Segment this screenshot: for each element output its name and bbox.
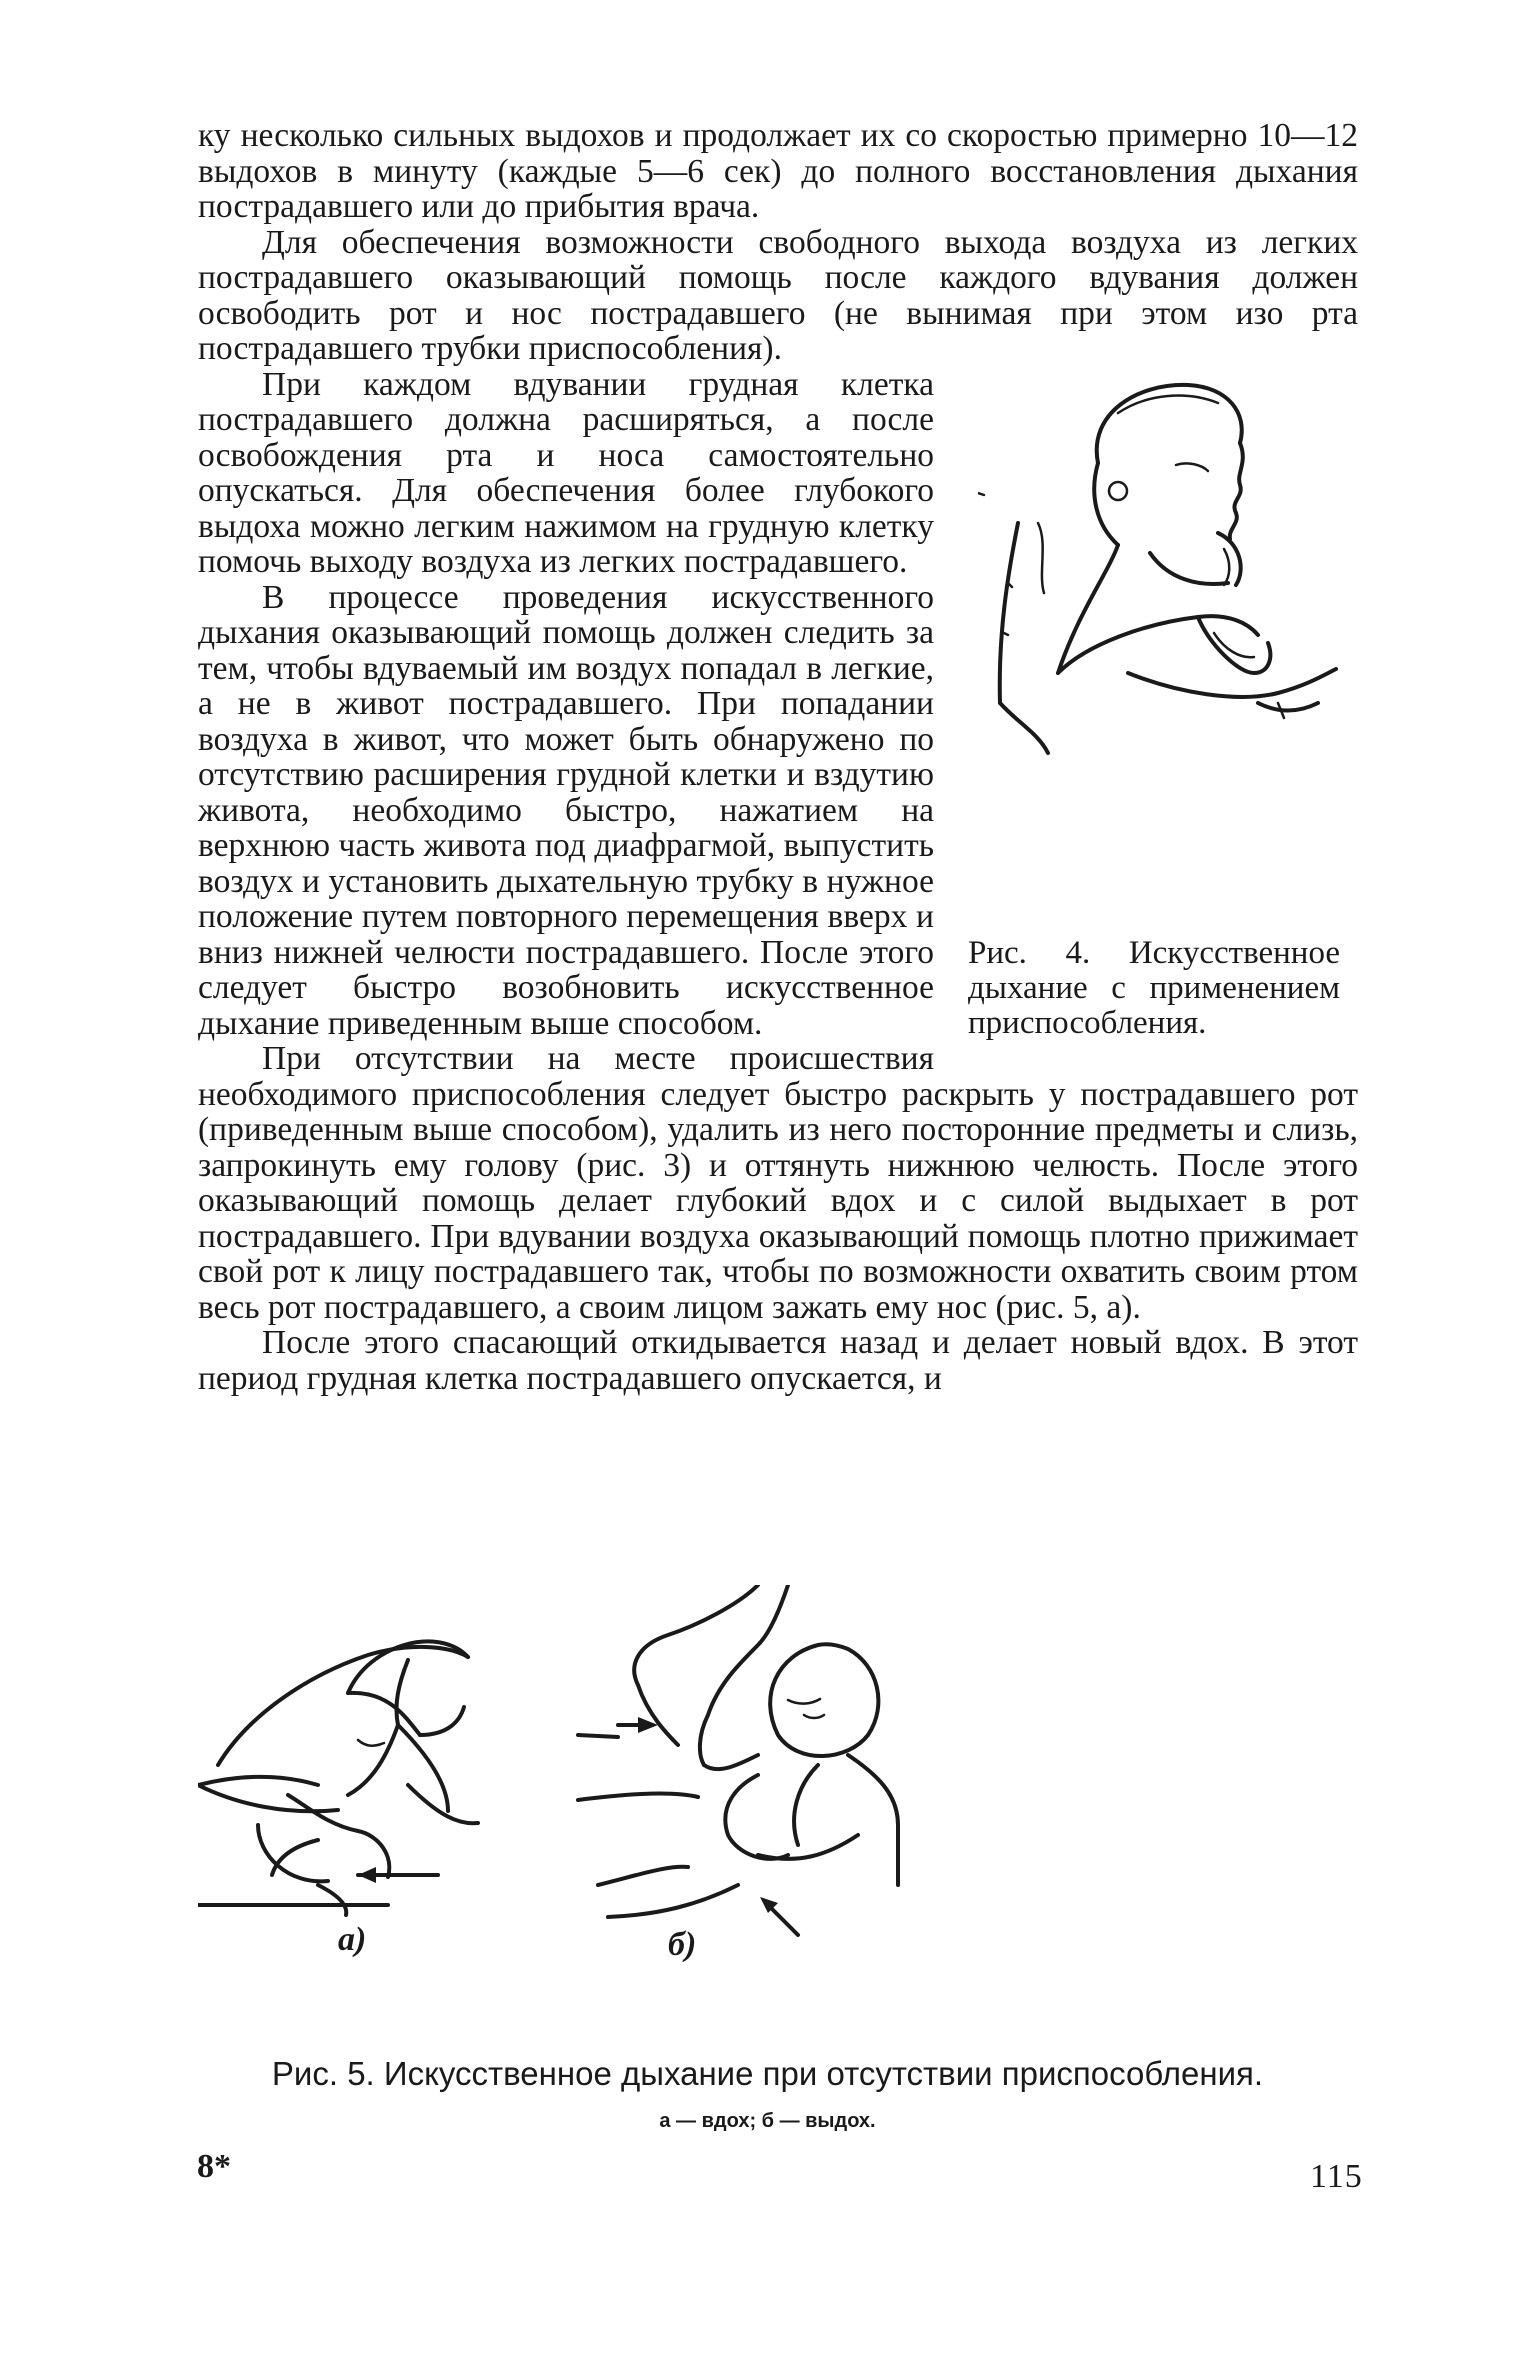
figure-4-caption: Рис. 4. Искусственное дыхание с применением приспособления. — [968, 934, 1340, 1041]
figure-5-panel-a — [198, 1641, 478, 1958]
figure-4-illustration — [978, 373, 1338, 913]
figure-5-legend: а — вдох; б — выдох. — [659, 2110, 876, 2132]
figure-5-illustration — [198, 1585, 1358, 2005]
paragraph-6: После этого спасающий откидывается назад и делает новый вдох. В этот период грудная клетка пострадавшего опускается, и — [198, 1324, 1358, 1397]
body-text — [198, 118, 1358, 1396]
paragraph-1: ку несколько сильных выдохов и продолжает их со скоростью примерно 10—12 выдохов в минуту (каждые 5—6 сек) до полного восстановления дыхания пострадавшего или до прибытия врача. — [198, 117, 1358, 225]
paragraph-5: При отсутствии на месте происшествия необходимого приспособления следует быстро раскрыть у пострадавшего рот (приведенным выше способом), удалить из него посторонние предметы и слизь, запрокинуть ему голову (рис. 3) и оттянуть нижнюю челюсть. После этого оказывающий помощь делает глубокий вдох и с силой выдыхает в рот пострадавшего. При вдувании воздуха оказывающий помощь плотно прижимает свой рот к лицу пострадавшего так, чтобы по возможности охватить своим ртом весь рот пострадавшего, а своим лицом зажать ему нос (рис. 5, а). — [198, 1040, 1358, 1326]
paragraph-3: При каждом вдувании грудная клетка пострадавшего должна расширяться, а после освобождения рта и носа самостоятельно опускаться. Для обеспечения более глубокого выдоха можно легким нажимом на грудную клетку помочь выходу воздуха из легких пострадавшего. — [198, 365, 934, 580]
paragraph-4: В процессе проведения искусственного дыхания оказывающий помощь должен следить за тем, чтобы вдуваемый им воздух попадал в легкие, а не в живот пострадавшего. При попадании воздуха в живот, что может быть обнаружено по отсутствию расширения грудной клетки и вздутию живота, необходимо быстро, нажатием на верхнюю часть живота под диафрагмой, выпустить воздух и установить дыхательную трубку в нужное положение путем повторного перемещения вверх и вниз нижней челюсти пострадавшего. После этого следует быстро возобновить искусственное дыхание приведенным выше способом. — [198, 578, 934, 1042]
figure-4 — [968, 371, 1358, 1061]
figure-5-panel-b — [578, 1585, 898, 1963]
signature-mark: 8* — [197, 2148, 231, 2185]
page-number: 115 — [1310, 2158, 1363, 2195]
paragraph-2: Для обеспечения возможности свободного выхода воздуха из легких пострадавшего оказывающий помощь после каждого вдувания должен освободить рот и нос пострадавшего (не вынимая при этом изо рта пострадавшего трубки приспособления). — [198, 223, 1358, 367]
figure-5-label-a: а) — [338, 1921, 367, 1958]
figure-5-label-b: б) — [668, 1926, 697, 1963]
figure-5-caption: Рис. 5. Искусственное дыхание при отсутствии приспособления. — [271, 2055, 1264, 2092]
